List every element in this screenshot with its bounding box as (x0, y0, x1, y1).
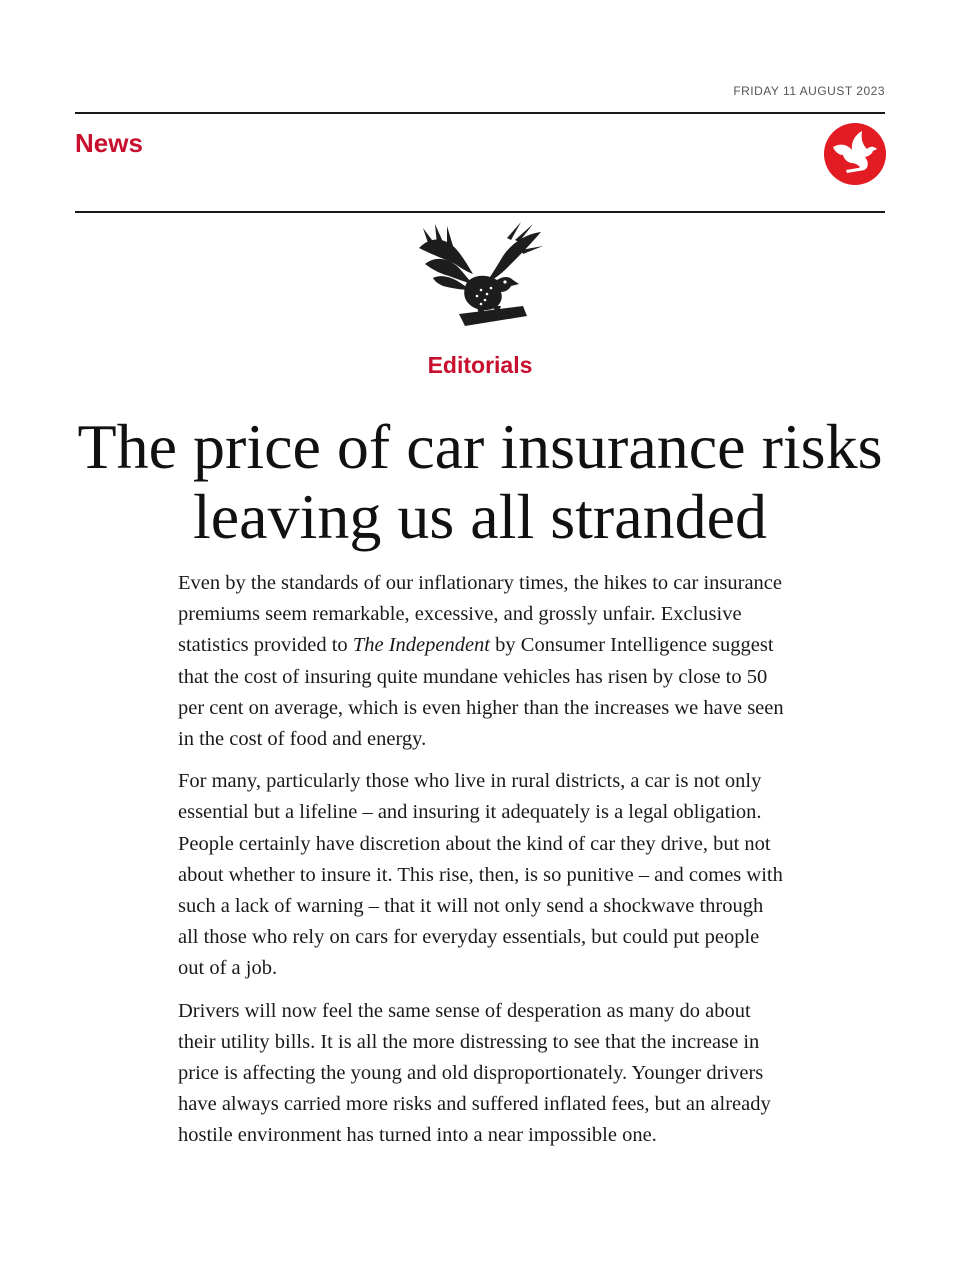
article-paragraph-2: For many, particularly those who live in rural districts, a car is not only essential but a lifeline – and insuring it adequately is a legal obligation. People certainly have discretion about the kind of car they drive, but not about whether to insure it. This rise, then, is so punitive – and comes with such a lack of warning – that it will not only send a shockwave through all those who rely on cars for everyday essentials, but could put people out of a job. (178, 770, 783, 980)
independent-eagle-badge-icon[interactable] (824, 123, 886, 185)
header-top-rule (75, 112, 885, 114)
article-body (178, 568, 788, 1163)
independent-eagle-icon (415, 222, 545, 338)
section-label[interactable]: News (75, 128, 143, 158)
paragraph-text: Even by the standards of our inflationary times, the hikes to car insurance premiums seem remarkable, excessive, and grossly unfair. Exclusive statistics provided to (178, 572, 782, 657)
article-headline: The price of car insurance risks leaving us all stranded (77, 411, 883, 552)
article-paragraph-3: Drivers will now feel the same sense of desperation as many do about their utility bills. It is all the more distressing to see that the increase in price is affecting the young and old disproportionately. Younger drivers have always carried more risks and suffered inflated fees, but an already hostile environment has turned into a near impossible one. (178, 999, 771, 1147)
header-bottom-rule (75, 211, 885, 213)
paragraph-text: by Consumer Intelligence suggest that the cost of insuring quite mundane vehicles has risen by close to 50 per cent on average, which is even higher than the increases we have seen in the cost of food and energy. (178, 634, 784, 751)
article-kicker[interactable]: Editorials (427, 352, 533, 378)
publication-date: FRIDAY 11 AUGUST 2023 (733, 84, 885, 98)
publication-name: The Independent (352, 634, 491, 657)
article-paragraph-1 (178, 568, 788, 755)
